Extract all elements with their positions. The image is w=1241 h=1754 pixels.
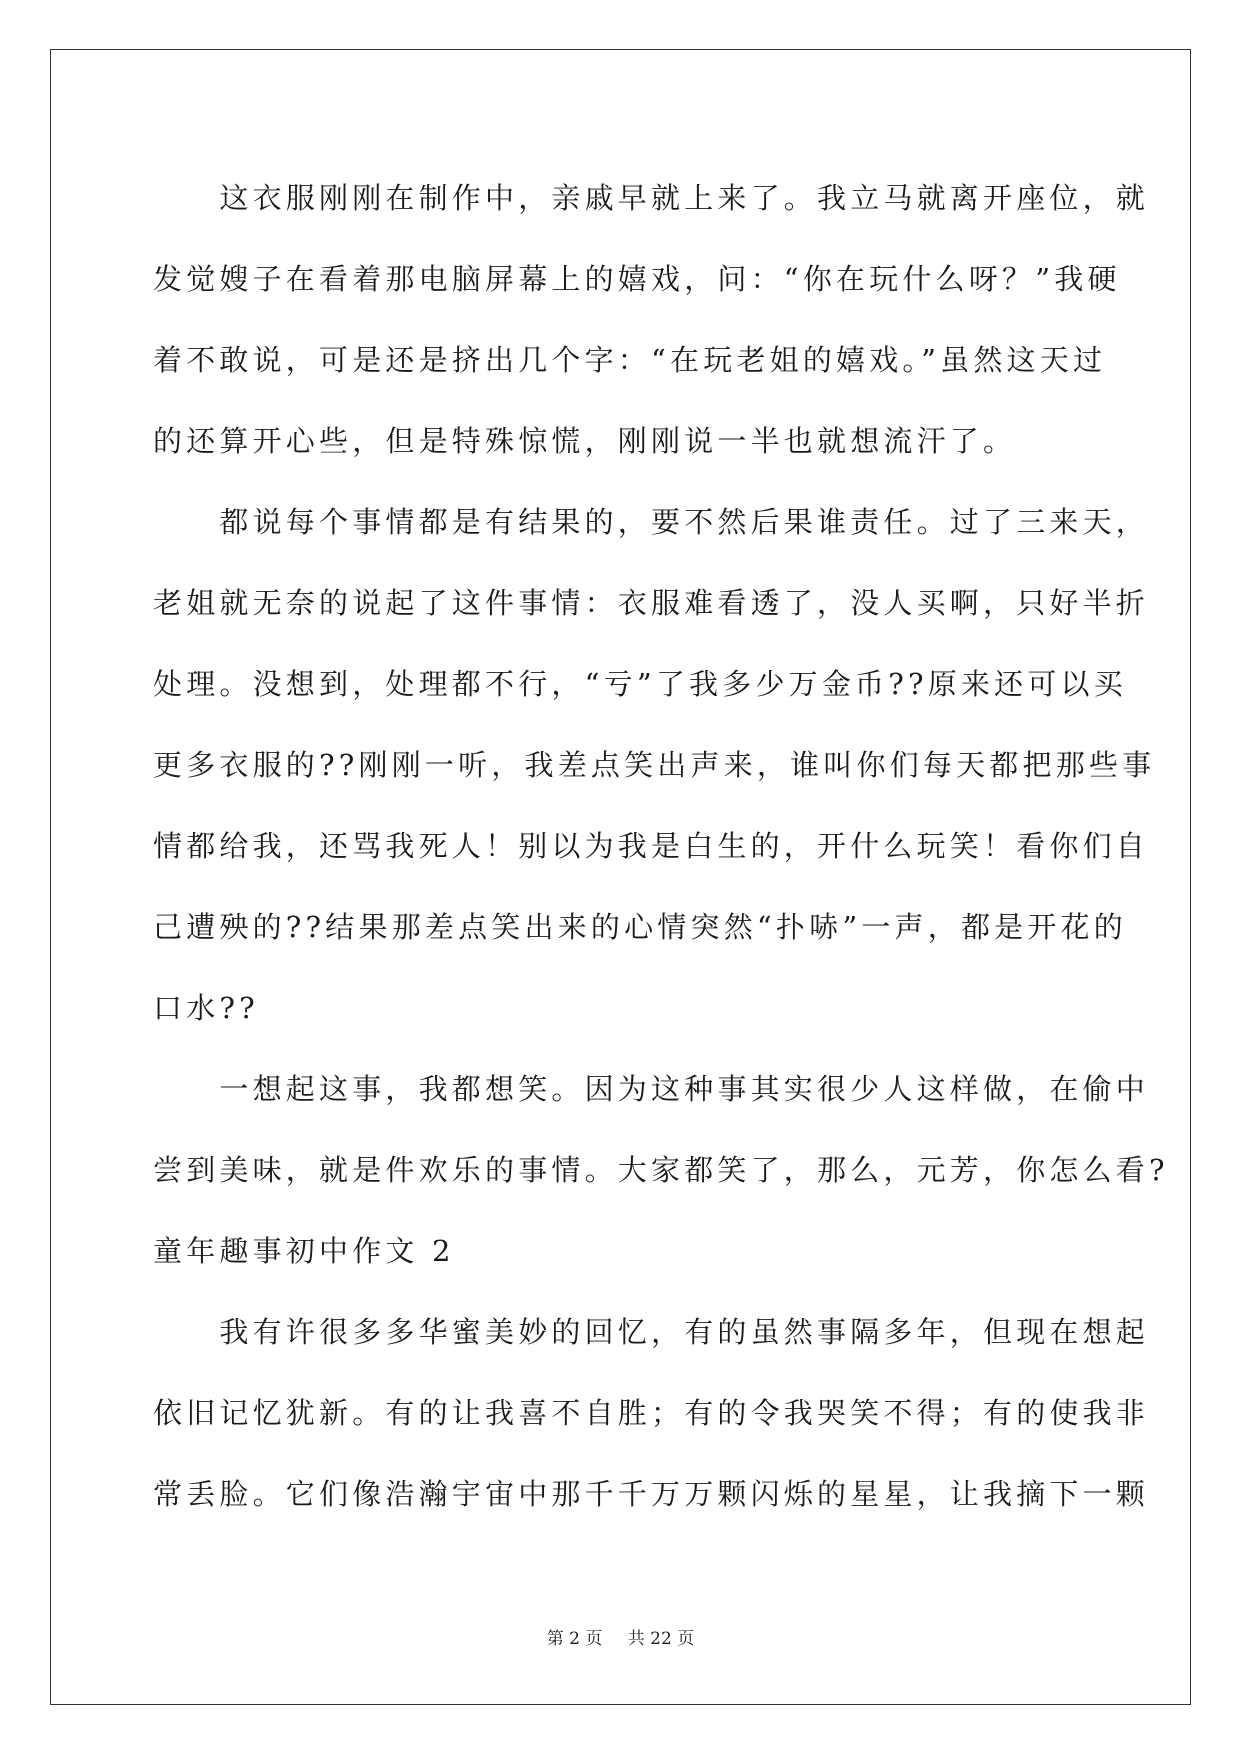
text-line: 口水?? bbox=[153, 991, 259, 1025]
text-line: 尝到美味，就是件欢乐的事情。大家都笑了，那么，元芳，你怎么看? bbox=[153, 1153, 1169, 1187]
text-line: 着不敢说，可是还是挤出几个字：“在玩老姐的嬉戏。”虽然这天过 bbox=[153, 343, 1107, 377]
text-line: 处理。没想到，处理都不行，“亏”了我多少万金币??原来还可以买 bbox=[153, 667, 1127, 701]
text-line: 都说每个事情都是有结果的，要不然后果谁责任。过了三来天， bbox=[153, 505, 1150, 539]
text-line: 我有许很多多华蜜美妙的回忆，有的虽然事隔多年，但现在想起 bbox=[153, 1315, 1150, 1349]
section-heading: 童年趣事初中作文 2 bbox=[153, 1234, 455, 1268]
page-number: 第 2 页 bbox=[546, 1629, 603, 1649]
text-line: 发觉嫂子在看着那电脑屏幕上的嬉戏，问：“你在玩什么呀？”我硬 bbox=[153, 262, 1121, 296]
text-line: 一想起这事，我都想笑。因为这种事其实很少人这样做，在偷中 bbox=[153, 1072, 1150, 1106]
text-line: 常丢脸。它们像浩瀚宇宙中那千千万万颗闪烁的星星，让我摘下一颗 bbox=[153, 1477, 1150, 1511]
text-line: 己遭殃的??结果那差点笑出来的心情突然“扑哧”一声，都是开花的 bbox=[153, 910, 1127, 944]
text-line: 更多衣服的??刚刚一听，我差点笑出声来，谁叫你们每天都把那些事 bbox=[153, 748, 1156, 782]
page-total: 共 22 页 bbox=[627, 1629, 695, 1649]
text-line: 老姐就无奈的说起了这件事情：衣服难看透了，没人买啊，只好半折 bbox=[153, 586, 1150, 620]
page-footer bbox=[0, 1624, 1241, 1649]
text-line: 情都给我，还骂我死人！别以为我是白生的，开什么玩笑！看你们自 bbox=[153, 829, 1150, 863]
text-line: 这衣服刚刚在制作中，亲戚早就上来了。我立马就离开座位，就 bbox=[153, 181, 1150, 215]
document-body bbox=[153, 158, 1169, 1535]
text-line: 的还算开心些，但是特殊惊慌，刚刚说一半也就想流汗了。 bbox=[153, 424, 1017, 458]
text-line: 依旧记忆犹新。有的让我喜不自胜；有的令我哭笑不得；有的使我非 bbox=[153, 1396, 1150, 1430]
